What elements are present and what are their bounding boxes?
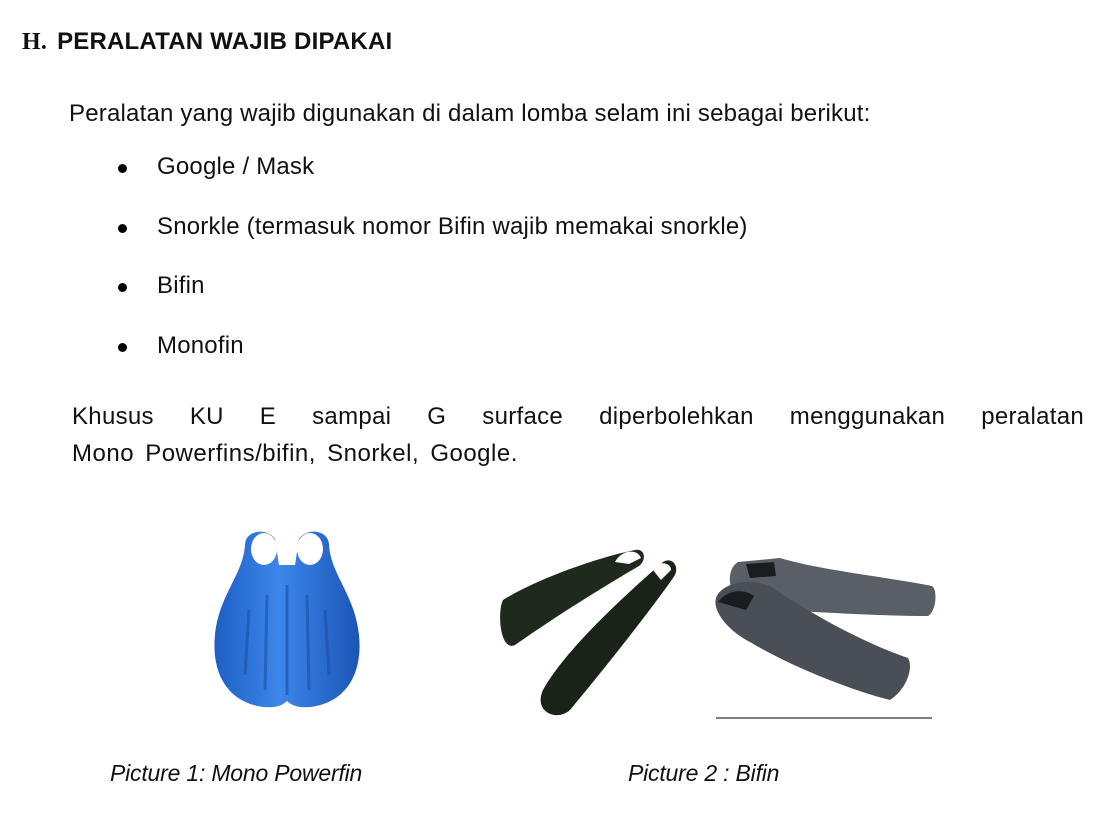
mono-powerfin-image xyxy=(205,525,370,715)
bullet-icon xyxy=(118,224,127,233)
figure-caption-1: Picture 1: Mono Powerfin xyxy=(110,760,363,786)
section-number: H. xyxy=(22,29,48,55)
bullet-icon xyxy=(118,343,127,352)
list-item-text: Monofin xyxy=(157,332,244,359)
intro-paragraph: Peralatan yang wajib digunakan di dalam lomba selam ini sebagai berikut: xyxy=(69,100,871,127)
bifin-grey-pair-image xyxy=(710,550,940,725)
bullet-icon xyxy=(118,164,127,173)
special-note-line-2: Mono Powerfins/bifin, Snorkel, Google. xyxy=(72,440,518,467)
bifin-dark-pair-image xyxy=(495,540,685,720)
list-item-text: Google / Mask xyxy=(157,153,315,180)
list-item-text: Bifin xyxy=(157,272,205,299)
section-heading xyxy=(22,28,392,56)
figure-caption-2: Picture 2 : Bifin xyxy=(628,760,780,786)
special-note-line-1: Khusus KU E sampai G surface diperbolehkan menggunakan peralatan xyxy=(72,403,1084,430)
list-item-text: Snorkle (termasuk nomor Bifin wajib memakai snorkle) xyxy=(157,213,748,240)
section-title: PERALATAN WAJIB DIPAKAI xyxy=(57,28,393,55)
bullet-icon xyxy=(118,283,127,292)
